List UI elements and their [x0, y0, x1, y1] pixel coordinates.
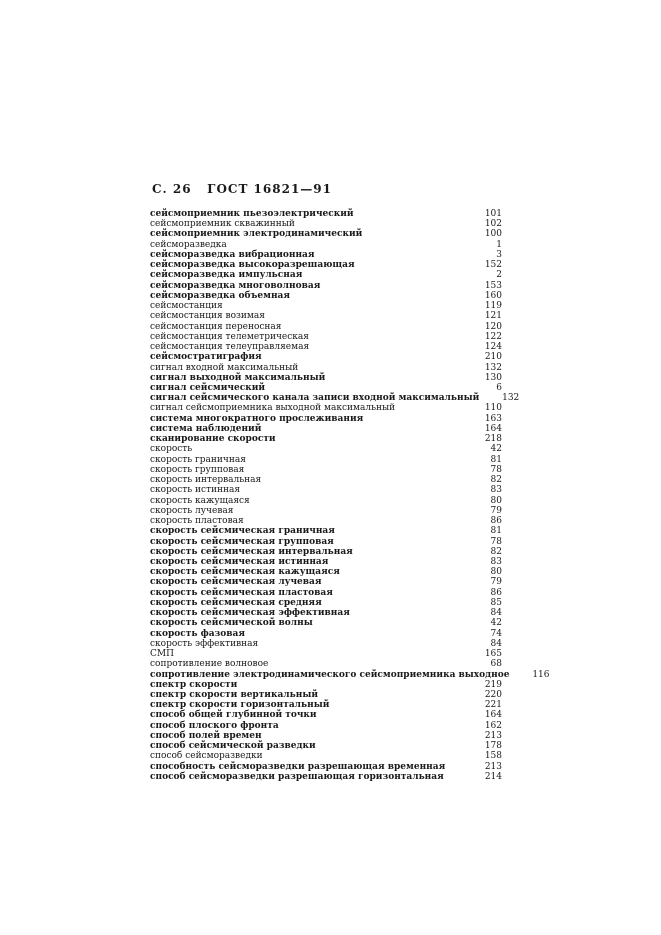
index-page-ref: 164 [484, 423, 502, 434]
index-entry [150, 588, 502, 598]
index-page-ref: 78 [490, 536, 502, 547]
index-term: сейсмостанция переносная [150, 321, 282, 332]
index-entry [150, 690, 502, 700]
index-entry [150, 342, 502, 352]
index-entry [150, 639, 502, 649]
index-entry [150, 250, 502, 260]
index-entry [150, 567, 502, 577]
index-term: сигнал сейсмического канала записи входной максимальный [150, 393, 480, 404]
index-page-ref: 219 [484, 679, 502, 690]
index-page-ref: 42 [490, 618, 502, 629]
page-header [152, 182, 332, 196]
index-page-ref: 124 [484, 342, 502, 353]
index-term: скорость сейсмическая эффективная [150, 608, 350, 619]
index-entry [150, 577, 502, 587]
index-page-ref: 84 [490, 638, 502, 649]
index-page-ref: 68 [490, 659, 502, 670]
index-term: сигнал выходной максимальный [150, 372, 326, 383]
index-term: скорость сейсмическая граничная [150, 526, 335, 537]
index-entry [150, 332, 502, 342]
index-page-ref: 83 [490, 485, 502, 496]
index-entry [150, 659, 502, 669]
index-term: сейсмостанция телеуправляемая [150, 342, 310, 353]
index-page-ref: 132 [502, 393, 520, 404]
index-entry [150, 629, 502, 639]
index-entry [150, 444, 502, 454]
index-term: сейсмостанция телеметрическая [150, 331, 309, 342]
index-page-ref: 100 [484, 229, 502, 240]
index-entry [150, 240, 502, 250]
index-page-ref: 130 [484, 372, 502, 383]
index-entry [150, 772, 502, 782]
index-page-ref: 1 [496, 239, 502, 250]
index-entry [150, 485, 502, 495]
index-page-ref: 162 [484, 720, 502, 731]
index-term: скорость сейсмическая средняя [150, 597, 322, 608]
index-term: сейсморазведка вибрационная [150, 249, 315, 260]
index-entry [150, 403, 502, 413]
index-entry [150, 741, 502, 751]
index-page-ref: 120 [484, 321, 502, 332]
standard-designation: ГОСТ 16821—91 [207, 182, 332, 196]
index-term: скорость сейсмическая пластовая [150, 587, 333, 598]
index-entry [150, 762, 502, 772]
index-term: скорость сейсмическая истинная [150, 556, 329, 567]
index-page-ref: 83 [490, 556, 502, 567]
index-term: способ полей времен [150, 730, 262, 741]
index-entry [150, 649, 502, 659]
index-term: сейсмостанция [150, 301, 223, 312]
index-term: скорость интервальная [150, 475, 262, 486]
index-page-ref: 165 [484, 649, 502, 660]
index-page-ref: 132 [484, 362, 502, 373]
index-page-ref: 158 [484, 751, 502, 762]
index-page-ref: 119 [484, 301, 502, 312]
index-entry [150, 721, 502, 731]
index-page-ref: 74 [490, 628, 502, 639]
index-page-ref: 86 [490, 587, 502, 598]
index-term: способ общей глубинной точки [150, 710, 317, 721]
index-page-ref: 163 [484, 413, 502, 424]
index-term: скорость фазовая [150, 628, 246, 639]
index-page-ref: 79 [490, 505, 502, 516]
index-page-ref: 3 [496, 249, 502, 260]
index-term: СМП [150, 649, 174, 660]
index-term: способ плоского фронта [150, 720, 279, 731]
index-page-ref: 102 [484, 219, 502, 230]
index-entry [150, 229, 502, 239]
index-entry [150, 710, 502, 720]
index-term: скорость сейсмическая интервальная [150, 546, 353, 557]
index-entry [150, 455, 502, 465]
index-page-ref: 101 [484, 209, 502, 219]
index-entry [150, 434, 502, 444]
index-entry [150, 260, 502, 270]
page-number: С. 26 [152, 182, 192, 196]
index-entry [150, 219, 502, 229]
index-term: скорость эффективная [150, 638, 259, 649]
index-term: сигнал входной максимальный [150, 362, 299, 373]
index-term: скорость сейсмическая лучевая [150, 577, 322, 588]
index-term: спектр скорости горизонтальный [150, 700, 330, 711]
index-term: скорость групповая [150, 464, 245, 475]
index-entry [150, 700, 502, 710]
index-term: сейсмостратиграфия [150, 352, 262, 363]
index-entry [150, 547, 502, 557]
index-entry [150, 311, 502, 321]
index-page-ref: 42 [490, 444, 502, 455]
index-entry [150, 496, 502, 506]
index-term: скорость сейсмической волны [150, 618, 313, 629]
index-page-ref: 78 [490, 464, 502, 475]
index-entry [150, 301, 502, 311]
term-index [150, 209, 550, 782]
index-page-ref: 160 [484, 290, 502, 301]
index-entry [150, 383, 502, 393]
index-page-ref: 213 [484, 730, 502, 741]
index-entry [150, 618, 502, 628]
index-entry [150, 537, 502, 547]
index-term: сигнал сейсмоприемника выходной максимальный [150, 403, 396, 414]
index-page-ref: 220 [484, 690, 502, 701]
index-page-ref: 164 [484, 710, 502, 721]
index-term: система наблюдений [150, 423, 262, 434]
index-term: система многократного прослеживания [150, 413, 364, 424]
index-term: сейсморазведка [150, 239, 227, 250]
index-term: сопротивление волновое [150, 659, 269, 670]
index-entry [150, 424, 502, 434]
index-entry [150, 352, 502, 362]
index-page-ref: 122 [484, 331, 502, 342]
index-page-ref: 221 [484, 700, 502, 711]
index-term: скорость [150, 444, 193, 455]
index-page-ref: 210 [484, 352, 502, 363]
index-term: сейсмоприемник скважинный [150, 219, 295, 230]
index-page-ref: 121 [484, 311, 502, 322]
index-page-ref: 178 [484, 741, 502, 752]
index-term: сейсморазведка импульсная [150, 270, 303, 281]
index-term: сейсмоприемник пьезоэлектрический [150, 209, 354, 219]
index-term: сейсмоприемник электродинамический [150, 229, 363, 240]
index-term: сейсморазведка многоволновая [150, 280, 321, 291]
index-entry [150, 465, 502, 475]
index-page-ref: 79 [490, 577, 502, 588]
index-term: способность сейсморазведки разрешающая временная [150, 761, 446, 772]
index-entry [150, 506, 502, 516]
index-term: скорость пластовая [150, 516, 244, 527]
index-page-ref: 153 [484, 280, 502, 291]
index-page-ref: 82 [490, 475, 502, 486]
index-entry [150, 731, 502, 741]
index-page-ref: 110 [484, 403, 502, 414]
index-page-ref: 85 [490, 597, 502, 608]
index-entry [150, 393, 520, 404]
index-entry [150, 516, 502, 526]
index-page-ref: 81 [490, 454, 502, 465]
index-term: скорость лучевая [150, 505, 234, 516]
index-page-ref: 6 [496, 382, 502, 393]
index-entry [150, 209, 502, 219]
index-term: спектр скорости вертикальный [150, 690, 319, 701]
index-term: скорость сейсмическая групповая [150, 536, 334, 547]
index-entry [150, 608, 502, 618]
index-entry [150, 322, 502, 332]
index-entry [150, 281, 502, 291]
index-page-ref: 152 [484, 260, 502, 271]
index-term: способ сейсморазведки [150, 751, 263, 762]
index-page-ref: 81 [490, 526, 502, 537]
index-page-ref: 84 [490, 608, 502, 619]
index-term: скорость истинная [150, 485, 241, 496]
index-entry [150, 373, 502, 383]
index-page-ref: 213 [484, 761, 502, 772]
index-page-ref: 80 [490, 567, 502, 578]
index-entry [150, 475, 502, 485]
index-page-ref: 80 [490, 495, 502, 506]
index-entry [150, 598, 502, 608]
index-term: сейсмостанция возимая [150, 311, 265, 322]
index-page-ref: 214 [484, 771, 502, 782]
index-term: спектр скорости [150, 679, 238, 690]
index-entry [150, 291, 502, 301]
index-entry [150, 669, 550, 680]
index-term: сопротивление электродинамического сейсмоприемника выходное [150, 669, 510, 680]
index-page-ref: 2 [496, 270, 502, 281]
index-term: способ сейсморазведки разрешающая горизонтальная [150, 771, 444, 782]
index-term: сейсморазведка объемная [150, 290, 291, 301]
index-term: сканирование скорости [150, 434, 276, 445]
index-entry [150, 526, 502, 536]
index-entry [150, 557, 502, 567]
index-term: скорость граничная [150, 454, 246, 465]
index-page-ref: 218 [484, 434, 502, 445]
index-term: сигнал сейсмический [150, 382, 266, 393]
index-page-ref: 82 [490, 546, 502, 557]
index-entry [150, 414, 502, 424]
index-entry [150, 270, 502, 280]
index-page-ref: 86 [490, 516, 502, 527]
index-entry [150, 751, 502, 761]
index-term: способ сейсмической разведки [150, 741, 316, 752]
index-term: скорость сейсмическая кажущаяся [150, 567, 340, 578]
index-page-ref: 116 [532, 669, 550, 680]
index-term: сейсморазведка высокоразрешающая [150, 260, 355, 271]
index-term: скорость кажущаяся [150, 495, 250, 506]
index-entry [150, 680, 502, 690]
index-entry [150, 363, 502, 373]
